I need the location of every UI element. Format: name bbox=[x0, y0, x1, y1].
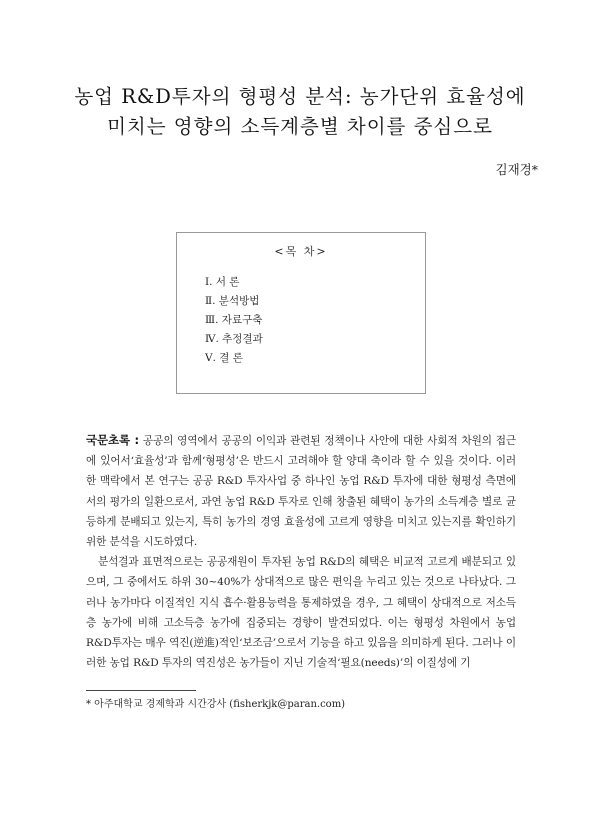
toc-item: Ⅱ. 분석방법 bbox=[205, 295, 260, 307]
abstract bbox=[86, 430, 516, 673]
title-line-2: 미치는 영향의 소득계층별 차이를 중심으로 bbox=[107, 115, 493, 138]
abstract-text-1: 공공의 영역에서 공공의 이익과 관련된 정책이나 사안에 대한 사회적 차원의 접근에 있어서‘효율성’과 함께‘형평성’은 반드시 고려해야 할 양대 축이라 할 수 있을 것이다. 이러한 맥락에서 본 연구는 공공 R&D 투자사업 중 하나인 농업 R&D 투자에 대한 형평성 측면에서의 평가의 일환으로서, 과연 농업 R&D 투자로 인해 창출된 혜택이 농가의 소득계층 별로 균등하게 분배되고 있는지, 특히 농가의 경영 효율성에 고르게 영향을 미치고 있는지를 확인하기 위한 분석을 시도하였다. bbox=[86, 435, 516, 549]
footnote-divider bbox=[86, 690, 196, 691]
toc-item: Ⅴ. 결 론 bbox=[205, 352, 243, 364]
paper-title bbox=[0, 82, 600, 142]
title-line-1: 농업 R&D투자의 형평성 분석: 농가단위 효율성에 bbox=[74, 85, 526, 108]
table-of-contents bbox=[176, 232, 426, 394]
author: 김재경* bbox=[495, 162, 538, 177]
toc-item: Ⅲ. 자료구축 bbox=[205, 314, 263, 326]
abstract-paragraph-2: 분석결과 표면적으로는 공공재원이 투자된 농업 R&D의 혜택은 비교적 고르게 배분되고 있으며, 그 중에서도 하위 30~40%가 상대적으로 많은 편익을 누리고 있는 것으로 나타났다. 그러나 농가마다 이질적인 지식 흡수·활용능력을 통제하였을 경우, 그 혜택이 상대적으로 저소득층 농가에 비해 고소득층 농가에 집중되는 경향이 발견되었다. 이는 형평성 차원에서 농업 R&D투자는 매우 역진(逆進)적인‘보조금’으로서 기능을 하고 있음을 의미하게 된다. 그러나 이러한 농업 R&D 투자의 역진성은 농가들이 지닌 기술적‘필요(needs)’의 이질성에 기 bbox=[86, 556, 516, 670]
toc-item: Ⅰ. 서 론 bbox=[205, 276, 240, 288]
toc-item: Ⅳ. 추정결과 bbox=[205, 333, 263, 345]
footnote: * 아주대학교 경제학과 시간강사 (fisherkjk@paran.com) bbox=[86, 699, 346, 710]
abstract-label: 국문초록 : bbox=[86, 433, 140, 447]
abstract-paragraph-1 bbox=[86, 430, 516, 552]
toc-heading: <목 차> bbox=[274, 245, 328, 258]
